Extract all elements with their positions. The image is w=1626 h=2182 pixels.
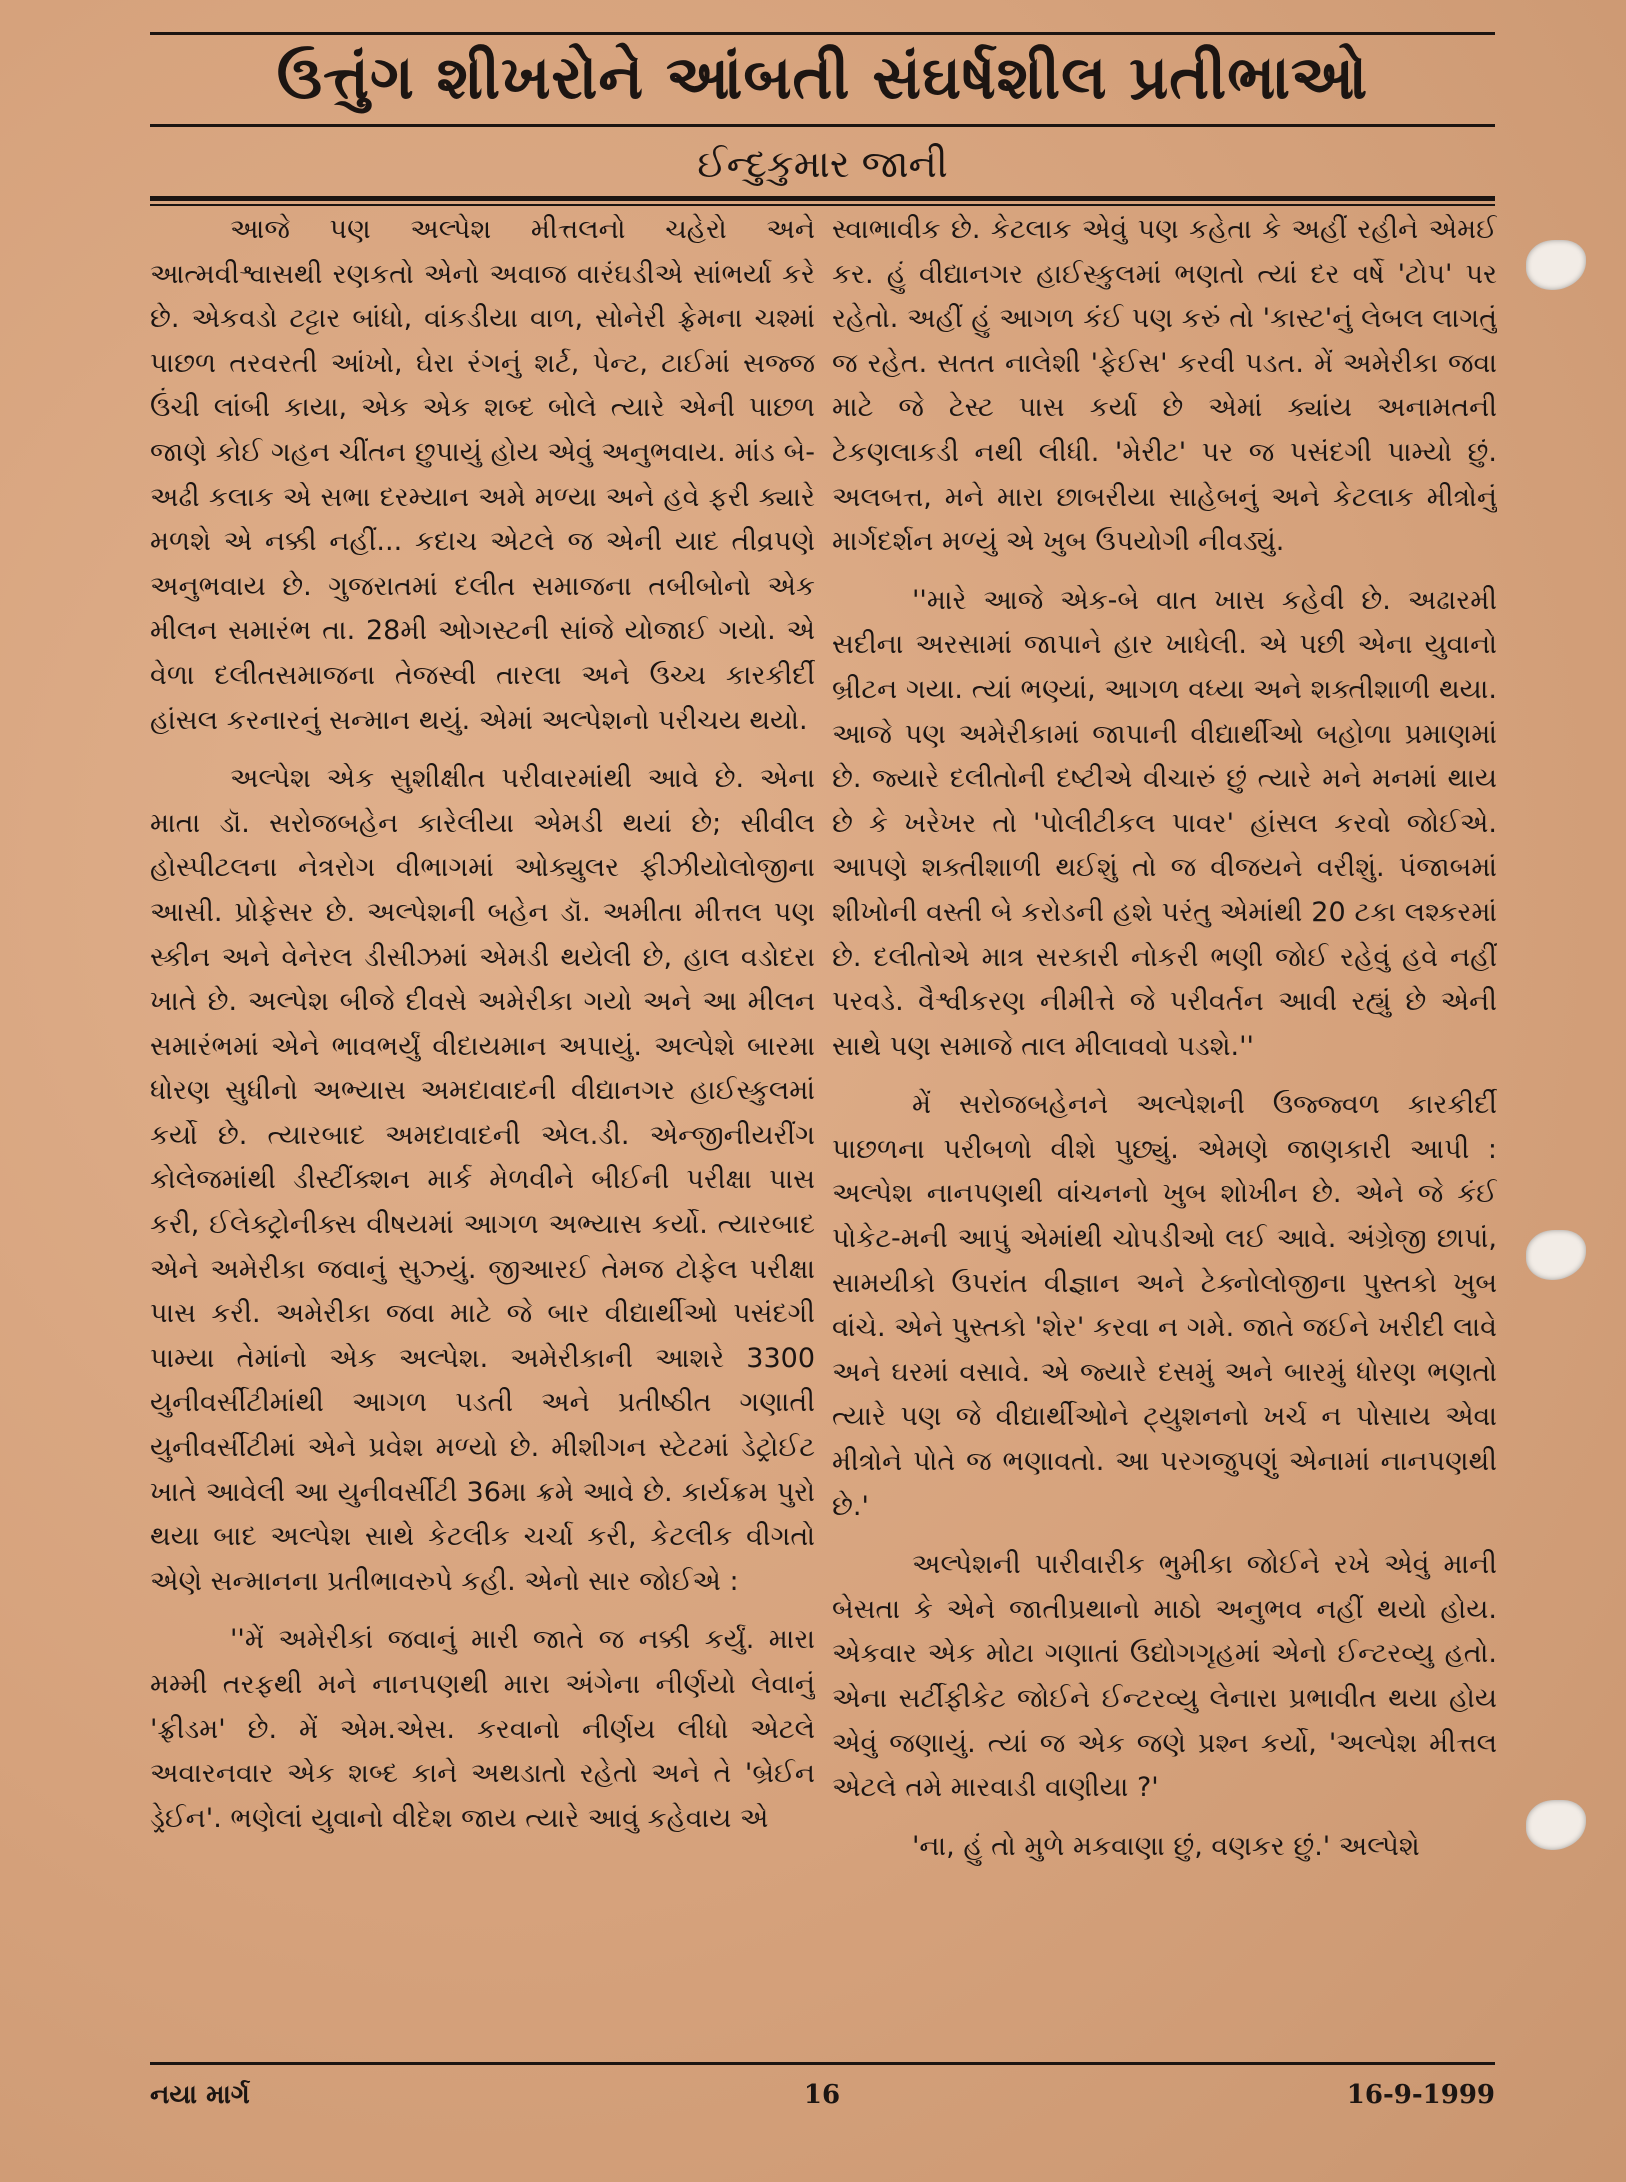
right-column (832, 208, 1497, 2020)
paragraph: 'ના, હું તો મુળે મકવાણા છું, વણકર છું.' અલ્પેશે (912, 1830, 1420, 1862)
article-title: ઉત્તુંગ શીખરોને આંબતી સંઘર્ષશીલ પ્રતીભાઓ (276, 43, 1369, 113)
paragraph: મેં સરોજબહેનને અલ્પેશની ઉજ્જ્વળ કારકીર્દી પાછળના પરીબળો વીશે પુછ્યું. એમણે જાણકારી આપી : અલ્પેશ નાનપણથી વાંચનનો ખુબ શોખીન છે. એને જે કંઈ પોકેટ-મની આપું એમાંથી ચોપડીઓ લઈ આવે. અંગ્રેજી છાપાં, સામયીકો ઉપરાંત વીજ્ઞાન અને ટેક્નોલોજીના પુસ્તકો ખુબ વાંચે. એને પુસ્તકો 'શેર' કરવા ન ગમે. જાતે જઈને ખરીદી લાવે અને ઘરમાં વસાવે. એ જ્યારે દસમું અને બારમું ધોરણ ભણતો ત્યારે પણ જે વીદ્યાર્થીઓને ટ્યુશનનો ખર્ચ ન પોસાય એવા મીત્રોને પોતે જ ભણાવતો. આ પરગજુપણું એનામાં નાનપણથી છે.' (832, 1089, 1497, 1522)
page-footer (150, 2070, 1495, 2120)
left-column (150, 208, 815, 2020)
issue-date: 16-9-1999 (1346, 2080, 1495, 2110)
top-rule (150, 32, 1495, 35)
paper-tear-mark (1526, 1800, 1586, 1850)
page-number: 16 (803, 2080, 841, 2110)
publication-name: નયા માર્ગ (150, 2080, 250, 2110)
paragraph: અલ્પેશની પારીવારીક ભુમીકા જોઈને રખે એવું માની બેસતા કે એને જાતીપ્રથાનો માઠો અનુભવ નહીં થયો હોય. એકવાર એક મોટા ગણાતાં ઉદ્યોગગૃહમાં એનો ઈન્ટરવ્યુ હતો. એના સર્ટીફીકેટ જોઈને ઈન્ટરવ્યુ લેનારા પ્રભાવીત થયા હોય એવું જણાયું. ત્યાં જ એક જણે પ્રશ્ન કર્યો, 'અલ્પેશ મીત્તલ એટલે તમે મારવાડી વાણીયા ?' (832, 1549, 1497, 1804)
author-rule-thin (150, 204, 1495, 206)
paragraph: ''મેં અમેરીકાં જવાનું મારી જાતે જ નક્કી કર્યું. મારા મમ્મી તરફથી મને નાનપણથી મારા અંગેના નીર્ણયો લેવાનું 'ફ્રીડમ' છે. મેં એમ.એસ. કરવાનો નીર્ણય લીધો એટલે અવારનવાર એક શબ્દ કાને અથડાતો રહેતો અને તે 'બ્રેઈન ડ્રેઈન'. ભણેલાં યુવાનો વીદેશ જાય ત્યારે આવું કહેવાય એ (150, 1624, 815, 1834)
footer-rule (150, 2062, 1495, 2065)
paragraph: આજે પણ અલ્પેશ મીત્તલનો ચહેરો અને આત્મવીશ્વાસથી રણકતો એનો અવાજ વારંઘડીએ સાંભર્યા કરે છે. એકવડો ટટ્ટાર બાંધો, વાંકડીયા વાળ, સોનેરી ફ્રેમના ચશ્માં પાછળ તરવરતી આંખો, ઘેરા રંગનું શર્ટ, પેન્ટ, ટાઈમાં સજ્જ ઉંચી લાંબી કાયા, એક એક શબ્દ બોલે ત્યારે એની પાછળ જાણે કોઈ ગહન ચીંતન છુપાયું હોય એવું અનુભવાય. માંડ બે-અઢી કલાક એ સભા દરમ્યાન અમે મળ્યા અને હવે ફરી ક્યારે મળશે એ નક્કી નહીં... કદાચ એટલે જ એની યાદ તીવ્રપણે અનુભવાય છે. ગુજરાતમાં દલીત સમાજના તબીબોનો એક મીલન સમારંભ તા. 28મી ઓગસ્ટની સાંજે યોજાઈ ગયો. એ વેળા દલીતસમાજના તેજસ્વી તારલા અને ઉચ્ચ કારકીર્દી હાંસલ કરનારનું સન્માન થયું. એમાં અલ્પેશનો પરીચય થયો. (150, 214, 815, 736)
paragraph: ''મારે આજે એક-બે વાત ખાસ કહેવી છે. અઢારમી સદીના અરસામાં જાપાને હાર ખાધેલી. એ પછી એના યુવાનો બ્રીટન ગયા. ત્યાં ભણ્યાં, આગળ વધ્યા અને શક્તીશાળી થયા. આજે પણ અમેરીકામાં જાપાની વીદ્યાર્થીઓ બહોળા પ્રમાણમાં છે. જ્યારે દલીતોની દષ્ટીએ વીચારું છું ત્યારે મને મનમાં થાય છે કે ખરેખર તો 'પોલીટીકલ પાવર' હાંસલ કરવો જોઈએ. આપણે શક્તીશાળી થઈશું તો જ વીજયને વરીશું. પંજાબમાં શીખોની વસ્તી બે કરોડની હશે પરંતુ એમાંથી 20 ટકા લશ્કરમાં છે. દલીતોએ માત્ર સરકારી નોકરી ભણી જોઈ રહેવું હવે નહીં પરવડે. વૈશ્વીકરણ નીમીત્તે જે પરીવર્તન આવી રહ્યું છે એની સાથે પણ સમાજે તાલ મીલાવવો પડશે.'' (832, 584, 1497, 1062)
author-rule-thick (150, 196, 1495, 201)
paragraph: અલ્પેશ એક સુશીક્ષીત પરીવારમાંથી આવે છે. એના માતા ડૉ. સરોજબહેન કારેલીયા એમડી થયાં છે; સીવીલ હોસ્પીટલના નેત્રરોગ વીભાગમાં ઓક્યુલર ફીઝીયોલોજીના આસી. પ્રોફેસર છે. અલ્પેશની બહેન ડૉ. અમીતા મીત્તલ પણ સ્કીન અને વેનેરલ ડીસીઝમાં એમડી થયેલી છે, હાલ વડોદરા ખાતે છે. અલ્પેશ બીજે દીવસે અમેરીકા ગયો અને આ મીલન સમારંભમાં એને ભાવભર્યું વીદાયમાન અપાયું. અલ્પેશે બારમા ધોરણ સુધીનો અભ્યાસ અમદાવાદની વીદ્યાનગર હાઈસ્કુલમાં કર્યો છે. ત્યારબાદ અમદાવાદની એલ.ડી. એન્જીનીયરીંગ કોલેજમાંથી ડીસ્ટીંક્શન માર્ક મેળવીને બીઈની પરીક્ષા પાસ કરી, ઈલેક્ટ્રોનીક્સ વીષયમાં આગળ અભ્યાસ કર્યો. ત્યારબાદ એને અમેરીકા જવાનું સુઝ્યું. જીઆરઈ તેમજ ટોફેલ પરીક્ષા પાસ કરી. અમેરીકા જવા માટે જે બાર વીદ્યાર્થીઓ પસંદગી પામ્યા તેમાંનો એક અલ્પેશ. અમેરીકાની આશરે 3300 યુનીવર્સીટીમાંથી આગળ પડતી અને પ્રતીષ્ઠીત ગણાતી યુનીવર્સીટીમાં એને પ્રવેશ મળ્યો છે. મીશીગન સ્ટેટમાં ડેટ્રોઈટ ખાતે આવેલી આ યુનીવર્સીટી 36મા ક્રમે આવે છે. કાર્યક્રમ પુરો થયા બાદ અલ્પેશ સાથે કેટલીક ચર્ચા કરી, કેટલીક વીગતો એણે સન્માનના પ્રતીભાવરુપે કહી. એનો સાર જોઈએ : (150, 763, 815, 1597)
author-byline: ઈન્દુકુમાર જાની (697, 142, 948, 186)
paper-tear-mark (1526, 240, 1586, 290)
paragraph: સ્વાભાવીક છે. કેટલાક એવું પણ કહેતા કે અહીં રહીને એમઈ કર. હું વીદ્યાનગર હાઈસ્કુલમાં ભણતો ત્યાં દર વર્ષે 'ટોપ' પર રહેતો. અહીં હું આગળ કંઈ પણ કરું તો 'કાસ્ટ'નું લેબલ લાગતું જ રહેત. સતત નાલેશી 'ફેઈસ' કરવી પડત. મેં અમેરીકા જવા માટે જે ટેસ્ટ પાસ કર્યા છે એમાં ક્યાંય અનામતની ટેકણલાકડી નથી લીધી. 'મેરીટ' પર જ પસંદગી પામ્યો છું. અલબત્ત, મને મારા છાબરીયા સાહેબનું અને કેટલાક મીત્રોનું માર્ગદર્શન મળ્યું એ ખુબ ઉપયોગી નીવડ્યું. (832, 214, 1497, 558)
title-rule (150, 124, 1495, 127)
paper-tear-mark (1526, 1230, 1586, 1280)
